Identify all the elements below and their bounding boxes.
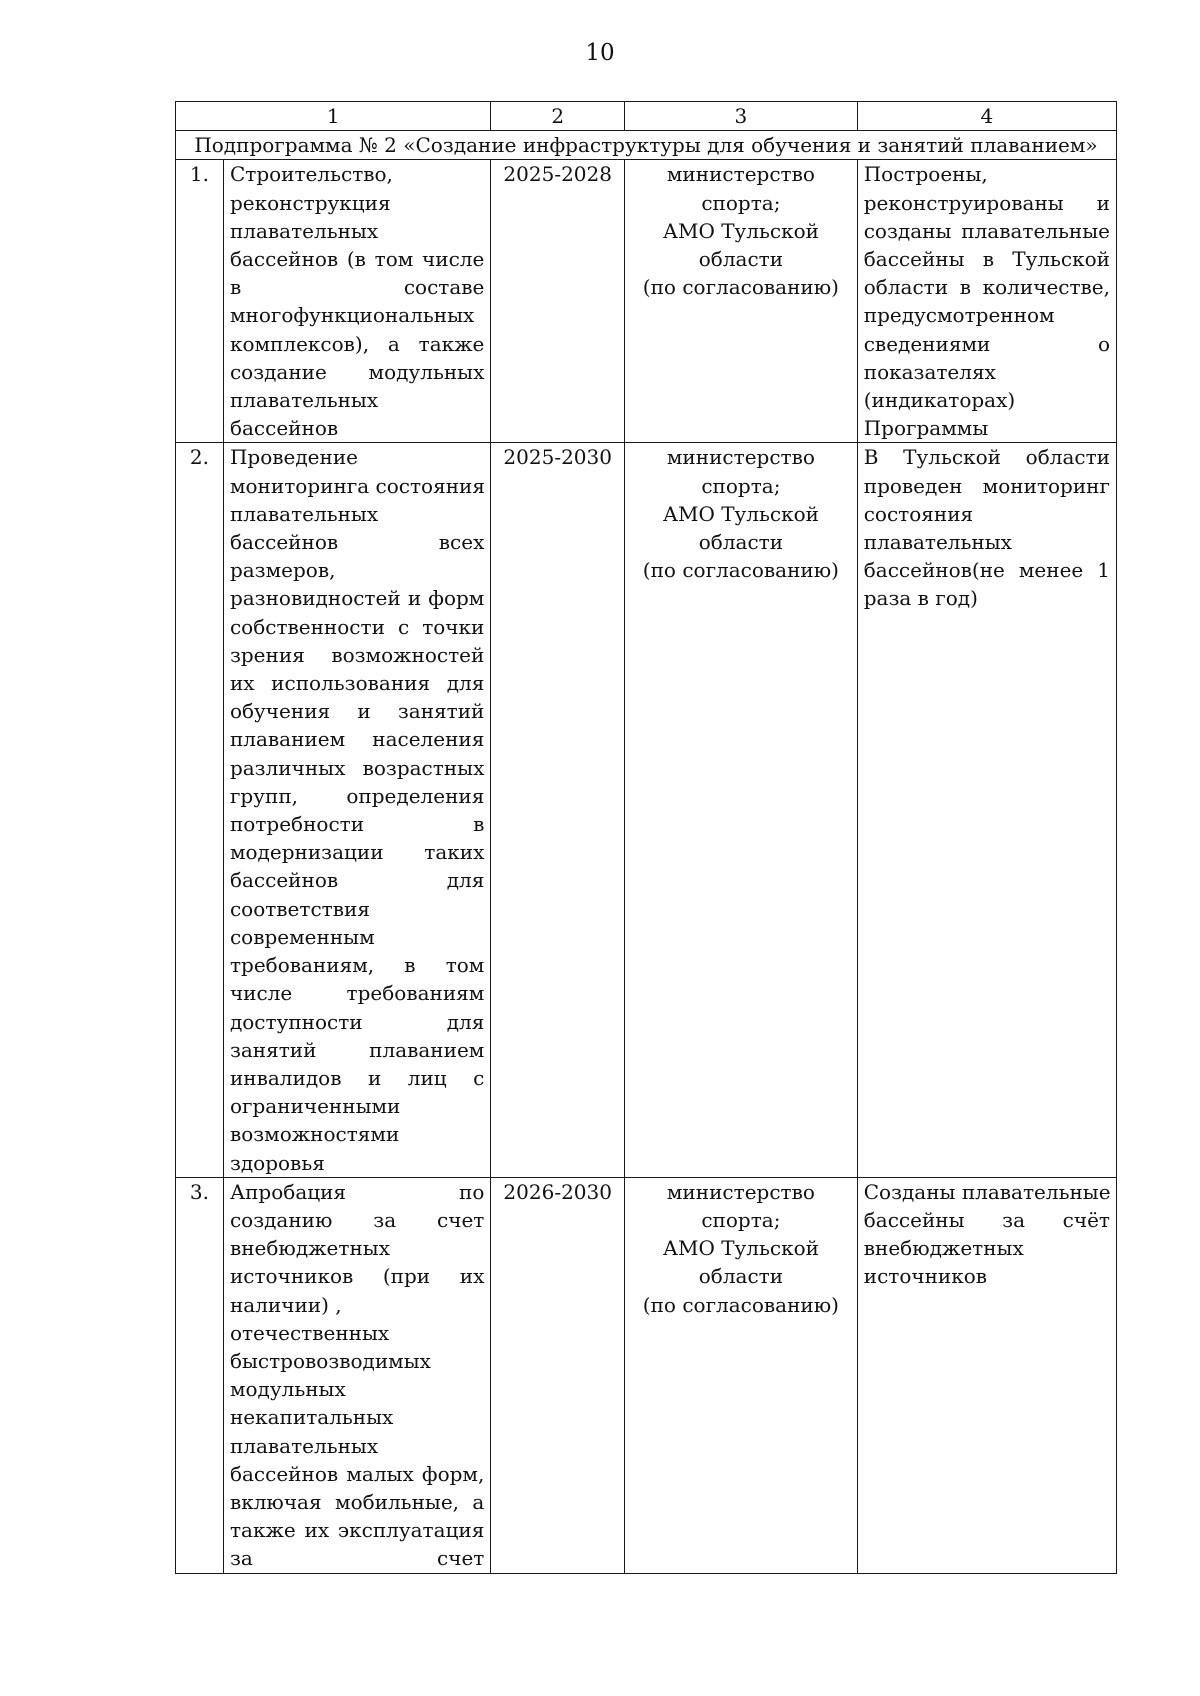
page-number: 10	[585, 40, 615, 66]
period-cell: 2025-2028	[491, 160, 625, 443]
result-cell	[857, 443, 1116, 1177]
activity-name-line: размеров,	[229, 558, 336, 583]
activity-name-line: плавательных	[229, 218, 379, 243]
activity-name-line: создание модульных	[229, 359, 485, 384]
subprogram-row	[176, 131, 1117, 160]
activity-name-line: бассейнов малых форм,	[229, 1461, 485, 1486]
result-line: раза в год)	[863, 586, 978, 611]
result-line: бассейны в Тульской	[863, 247, 1110, 272]
result-line: Программы	[863, 416, 989, 441]
result-line: Построены,	[863, 162, 988, 187]
activities-table	[175, 101, 1117, 1574]
result-line: созданы плавательные	[863, 218, 1110, 243]
activity-name-line: современным	[229, 924, 375, 949]
activity-name-line: ограниченными	[229, 1094, 401, 1119]
activity-name-line: некапитальных	[229, 1405, 394, 1430]
table-row	[176, 443, 1117, 1177]
executor-line: области	[698, 1264, 784, 1289]
activity-name-line: бассейнов для	[229, 868, 485, 893]
row-number: 3.	[176, 1177, 224, 1573]
activity-name-line: мониторинга состояния	[229, 473, 485, 498]
result-line: бассейнов(не менее 1	[863, 558, 1110, 583]
activity-name-line: комплексов), а также	[229, 331, 485, 356]
activity-name-line: возможностями	[229, 1122, 400, 1147]
activity-name-line: плавательных	[229, 1433, 379, 1458]
result-line: области в количестве,	[863, 275, 1110, 300]
result-line: реконструированы и	[863, 190, 1110, 215]
activity-name-line: включая мобильные, а	[229, 1489, 485, 1514]
result-line: (индикаторах)	[863, 388, 1016, 413]
activity-name-line: Проведение	[229, 445, 358, 470]
activity-name-line: инвалидов и лиц с	[229, 1065, 485, 1090]
activity-name-line: отечественных	[229, 1320, 390, 1345]
activity-name-line: в составе	[229, 275, 485, 300]
result-cell	[857, 1177, 1116, 1573]
activity-name-line: групп, определения	[229, 783, 485, 808]
activity-name-line: доступности для	[229, 1009, 485, 1034]
row-number: 1.	[176, 160, 224, 443]
period-cell: 2025-2030	[491, 443, 625, 1177]
executor-line: министерство	[666, 162, 815, 187]
activity-name-line: соответствия	[229, 896, 370, 921]
result-line: источников	[863, 1264, 988, 1289]
column-header-2: 2	[491, 102, 625, 131]
subprogram-title: Подпрограмма № 2 «Создание инфраструктуры для обучения и занятий плаванием»	[176, 131, 1117, 160]
activity-name-line: потребности в	[229, 812, 485, 837]
activity-name-line: также их эксплуатация	[229, 1518, 485, 1543]
activity-name-line: модульных	[229, 1377, 346, 1402]
executor-cell	[625, 1177, 858, 1573]
result-line: В Тульской области	[863, 445, 1110, 470]
result-line: Созданы плавательные	[863, 1179, 1111, 1204]
activity-name-line: бассейнов всех	[229, 530, 485, 555]
result-line: состояния	[863, 501, 974, 526]
result-line: проведен мониторинг	[863, 473, 1110, 498]
activity-name-line: реконструкция	[229, 190, 391, 215]
activity-name-cell	[223, 1177, 490, 1573]
column-header-row	[176, 102, 1117, 131]
activity-name-line: собственности с точки	[229, 614, 485, 639]
activity-name-line: модернизации таких	[229, 840, 485, 865]
column-header-1: 1	[176, 102, 491, 131]
activity-name-line: наличии) ,	[229, 1292, 342, 1317]
result-line: сведениями о	[863, 331, 1110, 356]
executor-line: (по согласованию)	[642, 558, 839, 583]
executor-line: АМО Тульской	[662, 218, 819, 243]
activity-name-line: зрения возможностей	[229, 642, 485, 667]
executor-cell	[625, 443, 858, 1177]
executor-line: области	[698, 247, 784, 272]
activity-name-line: различных возрастных	[229, 755, 485, 780]
activity-name-line: обучения и занятий	[229, 699, 485, 724]
activity-name-line: здоровья	[229, 1150, 325, 1175]
executor-line: (по согласованию)	[642, 275, 839, 300]
activity-name-line: бассейнов	[229, 416, 339, 441]
result-line: предусмотренном	[863, 303, 1055, 328]
executor-line: (по согласованию)	[642, 1292, 839, 1317]
executor-line: министерство	[666, 1179, 815, 1204]
activity-name-line: Апробация по	[229, 1179, 485, 1204]
column-header-3: 3	[625, 102, 858, 131]
executor-line: министерство	[666, 445, 815, 470]
activity-name-line: разновидностей и форм	[229, 586, 485, 611]
result-line: плавательных	[863, 530, 1012, 555]
result-line: показателях	[863, 359, 996, 384]
activity-name-line: бассейнов (в том числе	[229, 247, 485, 272]
result-line: бассейны за счёт	[863, 1207, 1110, 1232]
executor-line: АМО Тульской	[662, 501, 819, 526]
row-number: 2.	[176, 443, 224, 1177]
executor-line: спорта;	[701, 190, 781, 215]
executor-line: АМО Тульской	[662, 1236, 819, 1261]
activity-name-line: Строительство,	[229, 162, 393, 187]
activity-name-line: их использования для	[229, 671, 485, 696]
executor-line: области	[698, 530, 784, 555]
activity-name-cell	[223, 160, 490, 443]
table-row	[176, 160, 1117, 443]
activity-name-line: созданию за счет	[229, 1207, 485, 1232]
activity-name-line: источников (при их	[229, 1264, 485, 1289]
activity-name-line: требованиям, в том	[229, 953, 485, 978]
period-cell: 2026-2030	[491, 1177, 625, 1573]
result-cell	[857, 160, 1116, 443]
column-header-4: 4	[857, 102, 1116, 131]
activity-name-cell	[223, 443, 490, 1177]
activity-name-line: плавательных	[229, 388, 379, 413]
executor-line: спорта;	[701, 473, 781, 498]
executor-line: спорта;	[701, 1207, 781, 1232]
table-row	[176, 1177, 1117, 1573]
activity-name-line: за счет	[229, 1546, 485, 1571]
activity-name-line: занятий плаванием	[229, 1037, 485, 1062]
executor-cell	[625, 160, 858, 443]
activity-name-line: плаванием населения	[229, 727, 485, 752]
activity-name-line: быстровозводимых	[229, 1348, 431, 1373]
activity-name-line: внебюджетных	[229, 1236, 390, 1261]
activity-name-line: плавательных	[229, 501, 379, 526]
activity-name-line: числе требованиям	[229, 981, 485, 1006]
result-line: внебюджетных	[863, 1236, 1024, 1261]
activity-name-line: многофункциональных	[229, 303, 475, 328]
